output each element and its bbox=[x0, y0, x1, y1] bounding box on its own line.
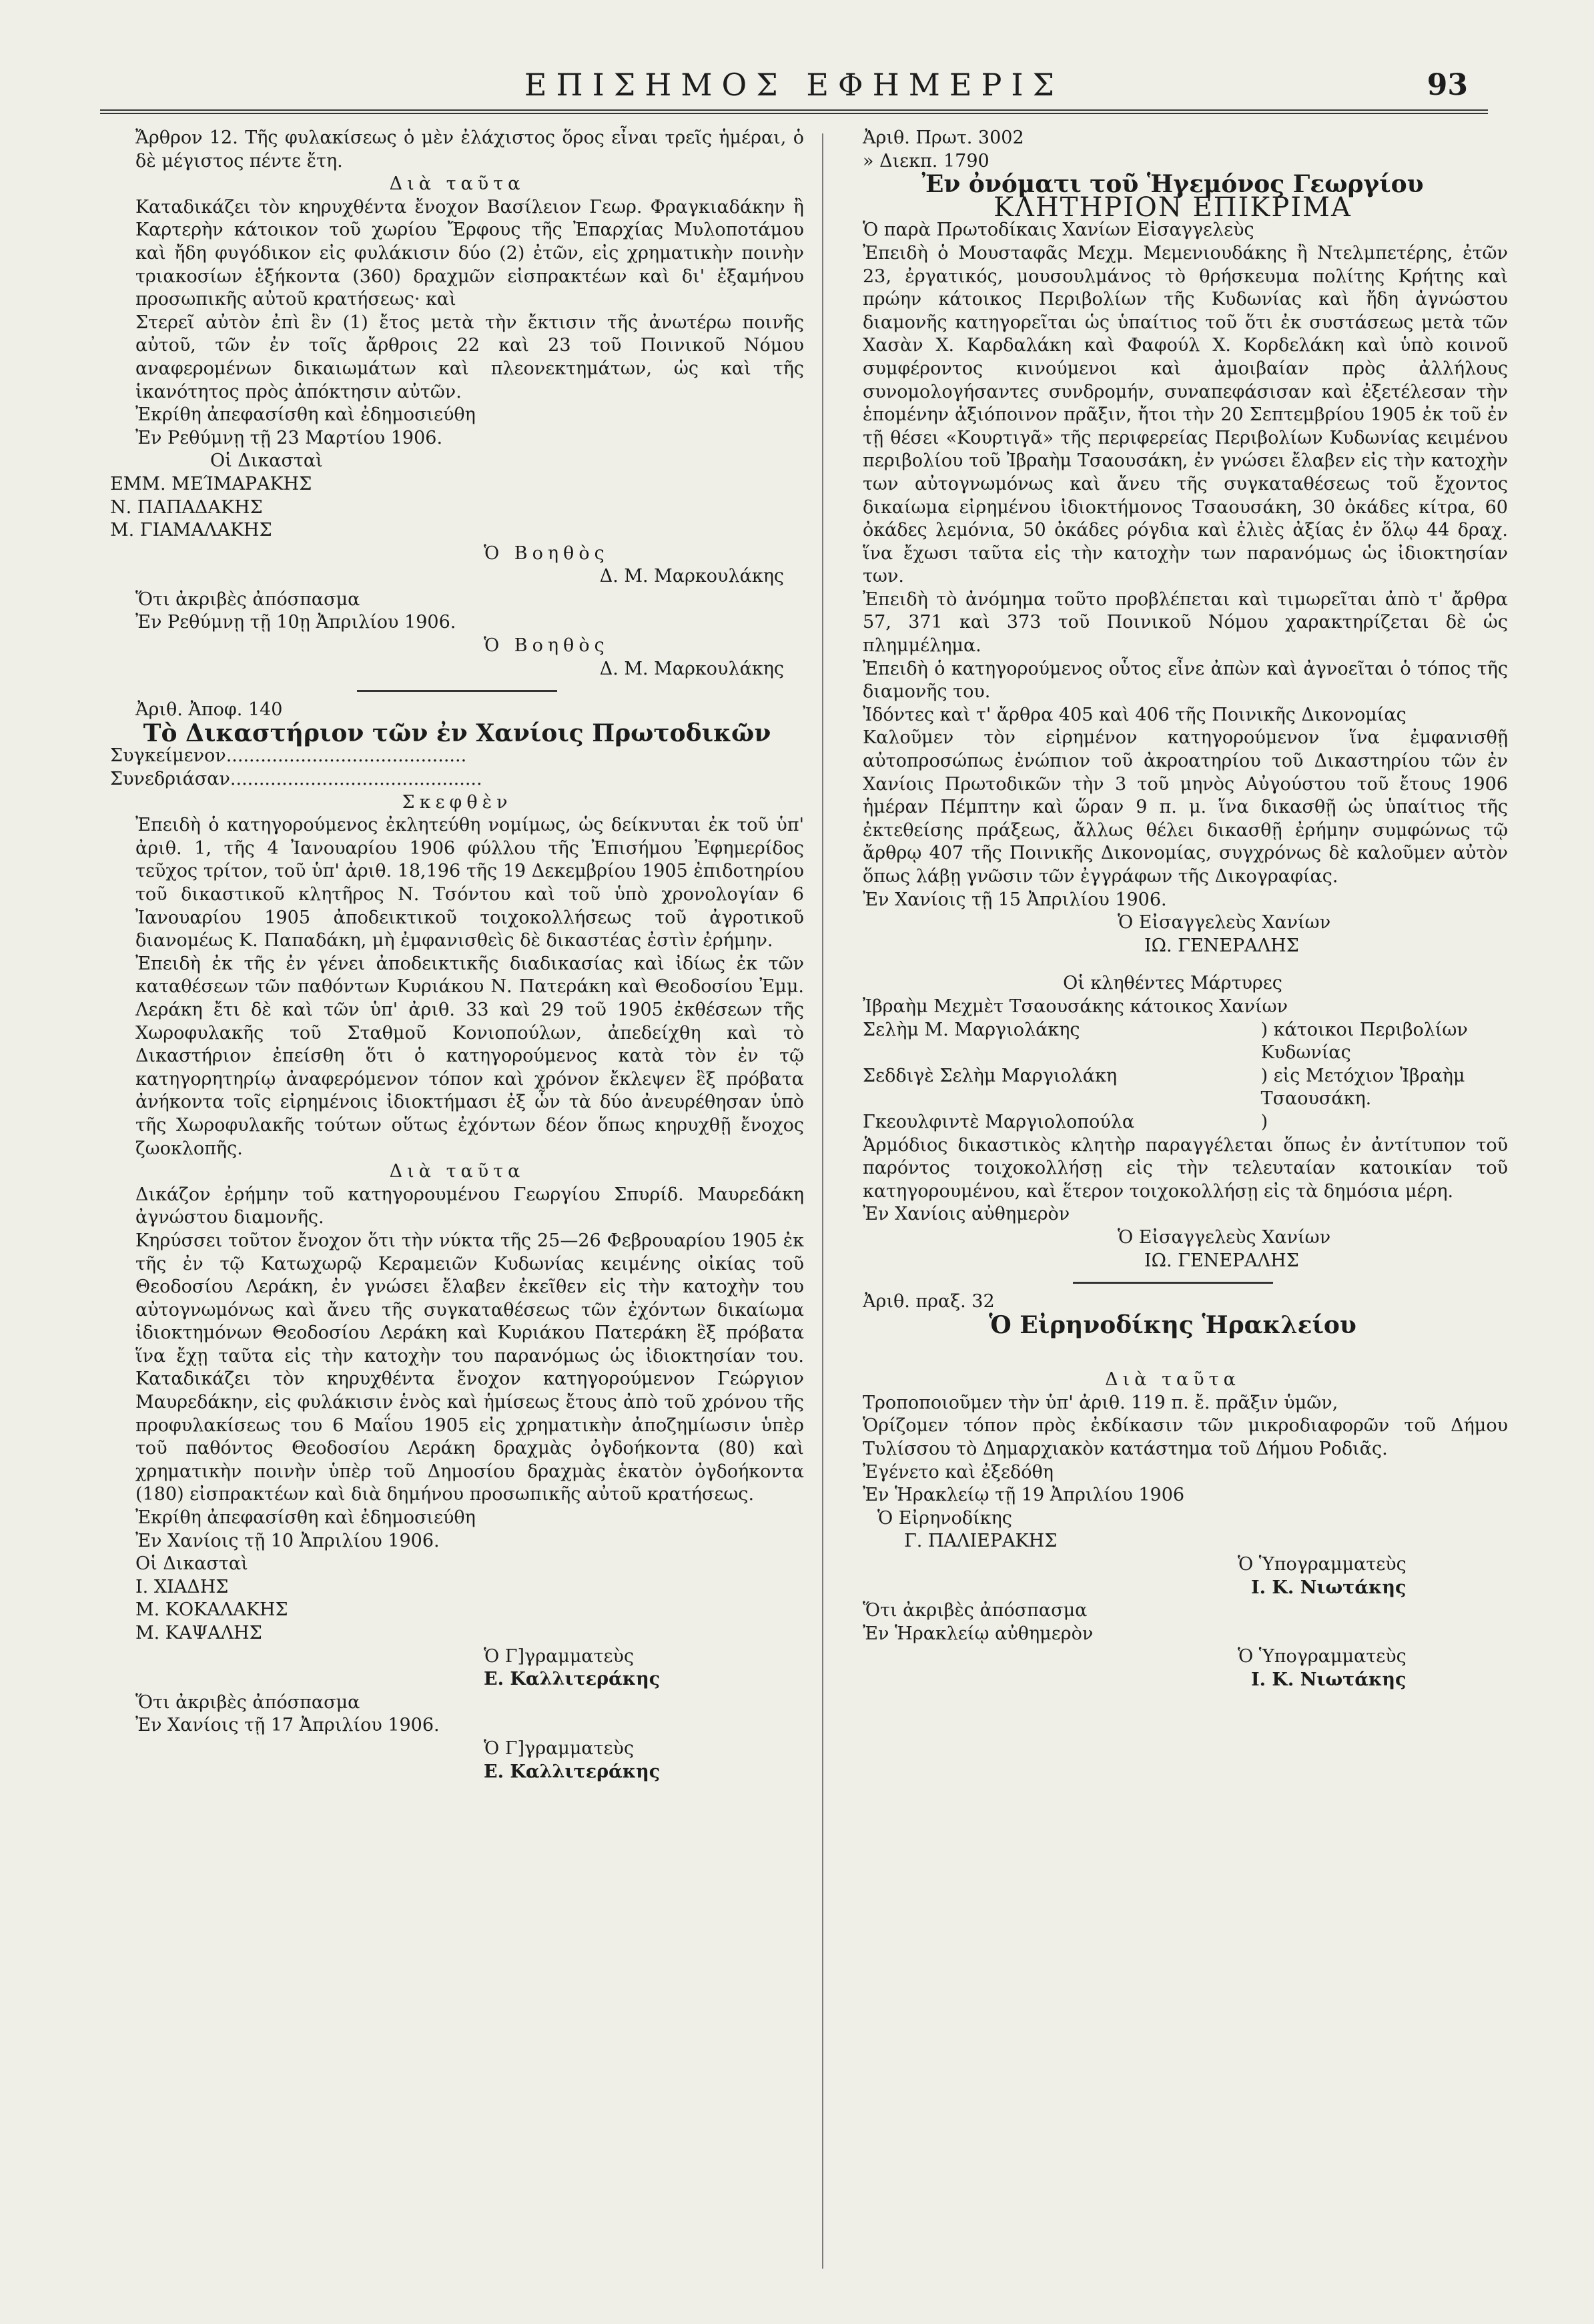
spacer bbox=[837, 1336, 1508, 1369]
page-header bbox=[100, 67, 1488, 133]
verdict-paragraph: Στερεῖ αὐτὸν ἐπὶ ἓν (1) ἔτος μετὰ τὴν ἔκτισιν τῆς ἀνωτέρω ποινῆς αὐτοῦ, τῶν ἐν τοῖς ἄρθροις 22 καὶ 23 τοῦ Ποινικοῦ Νόμου αναφερομένων δικαιωμάτων καὶ πλεονεκτημάτων, ὡς καὶ τῆς ἱκανότητος πρὸς ἀπόκτησιν αὐτῶν. bbox=[135, 312, 804, 402]
judge-name: ΕΜΜ. ΜΕΊΜΑΡΑΚΗΣ bbox=[110, 473, 312, 494]
reasoning-paragraph: Ἐπειδὴ ὁ κατηγορούμενος ἐκλητεύθη νομίμως, ὡς δείκνυται ἐκ τοῦ ὑπ' ἀριθ. 1, τῆς 4 Ἰανουαρίου 1906 φύλλου τῆς Ἐπισήμου Ἐφημερίδος τεῦχος τρίτον, τοῦ ὑπ' ἀριθ. 18,196 τῆς 19 Δεκεμβρίου 1905 ἐπιδοτηρίου τοῦ δικαστικοῦ κλητῆρος Ν. Τσόντου καὶ τοῦ ὑπὸ χρονολογίαν 6 Ἰανουαρίου 1905 ἀποδεικτικοῦ τοιχοκολλήσεως τοῦ ἀγροτικοῦ διανομέως Κ. Παπαδάκη, μὴ ἐμφανισθεὶς δὲ δικαστέας ἐστὶν ἐρήμην. bbox=[135, 815, 804, 951]
witness-row bbox=[837, 1111, 1508, 1134]
court-title: Ὁ Εἰρηνοδίκης Ἡρακλείου bbox=[989, 1310, 1356, 1339]
issued-line: Ἐγένετο καὶ ἐξεδόθη bbox=[863, 1461, 1054, 1483]
judges-label: Οἱ Δικασταὶ bbox=[210, 450, 323, 472]
skefthen-heading: Σκεφθὲν bbox=[402, 791, 512, 813]
right-column bbox=[837, 127, 1508, 1692]
charge-paragraph: Ἰδόντες καὶ τ' ἄρθρα 405 καὶ 406 τῆς Ποινικῆς Δικονομίας bbox=[863, 704, 1407, 725]
assistant-name: Δ. Μ. Μαρκουλάκης bbox=[599, 658, 784, 679]
header-rule bbox=[100, 109, 1488, 114]
act-ref: Ἀριθ. πραξ. 32 bbox=[863, 1291, 995, 1312]
charge-paragraph: Ἐπειδὴ ὁ κατηγορούμενος οὗτος εἶνε ἀπὼν καὶ ἀγνοεῖται ὁ τόπος τῆς διαμονῆς του. bbox=[863, 658, 1508, 703]
verdict-paragraph: Δικάζον ἐρήμην τοῦ κατηγορουμένου Γεωργίου Σπυρίδ. Μαυρεδάκη ἀγνώστου διαμονῆς. bbox=[135, 1184, 804, 1228]
indictment-title: ΚΛΗΤΗΡΙΟΝ ΕΠΙΚΡΙΜΑ bbox=[993, 191, 1352, 223]
judge-name: Μ. ΚΟΚΑΛΑΚΗΣ bbox=[135, 1599, 288, 1621]
article-12: Ἄρθρον 12. Τῆς φυλακίσεως ὁ μὲν ἐλάχιστος ὅρος εἶναι τρεῖς ἡμέραι, ὁ δὲ μέγιστος πέντε ἔτη. bbox=[135, 127, 804, 171]
date-line: Ἐν Χανίοις τῇ 17 Ἀπριλίου 1906. bbox=[135, 1715, 440, 1736]
header-title: ΕΠΙΣΗΜΟΣ ΕΦΗΜΕΡΙΣ bbox=[524, 67, 1064, 103]
ruling-paragraph: Ὁρίζομεν τόπον πρὸς ἐκδίκασιν τῶν μικροδιαφορῶν τοῦ Δήμου Τυλίσσου τὸ Δημαρχιακὸν κατάστημα τοῦ Δήμου Ροδιᾶς. bbox=[863, 1415, 1508, 1460]
assistant-name: Δ. Μ. Μαρκουλάκης bbox=[599, 566, 784, 587]
judge-name: Γ. ΠΑΛΙΕΡΑΚΗΣ bbox=[904, 1531, 1058, 1552]
judges-label: Οἱ Δικασταὶ bbox=[135, 1553, 248, 1575]
witness-row bbox=[837, 1019, 1508, 1065]
date-line: Ἐν Ἡρακλείῳ τῇ 19 Ἀπριλίου 1906 bbox=[863, 1485, 1185, 1506]
verdict-paragraph: Κηρύσσει τοῦτον ἔνοχον ὅτι τὴν νύκτα τῆς 25—26 Φεβρουαρίου 1905 ἐκ τῆς ἐν τῷ Κατωχωρῷ Κεραμειῶν Κυδωνίας κειμένης οἰκίας τοῦ Θεοδοσίου Λεράκη, ἐν γνώσει ἔλαβεν ἐκεῖθεν εἰς τὴν κατοχὴν του αὐτογνωμόνως καὶ ἄνευ τῆς συγκαταθέσεως τῶν ἐχόντων δικαίωμα ἰδιοκτημόνων Θεοδοσίου Λεράκη καὶ Κυριάκου Πατεράκη ἓξ πρόβατα ἵνα ἔχῃ ταῦτα εἰς τὴν κατοχὴν του παρανόμως ὡς ἰδιοκτησίαν του. Καταδικάζει τὸν κηρυχθέντα ἔνοχον κατηγορούμενον Γεώργιον Μαυρεδάκην, εἰς φυλάκισιν ἑνὸς καὶ ἡμίσεως ἔτους ἀπὸ τοῦ χρόνου τῆς προφυλακίσεως του 6 Μαΐου 1905 εἰς χρηματικὴν ἀποζημίωσιν ὑπὲρ τοῦ παθόντος Θεοδοσίου Λεράκη δραχμὰς ὀγδοήκοντα (80) καὶ χρηματικὴν ποινὴν ὑπὲρ τοῦ Δημοσίου δραχμὰς ἑκατὸν ὀγδοήκοντα (180) εἰσπρακτέων καὶ διὰ δημήνου προσωπικῆς αὐτοῦ κρατήσεως. bbox=[135, 1230, 804, 1505]
witness-address: ) κάτοικοι Περιβολίων Κυδωνίας bbox=[1260, 1019, 1468, 1064]
prosecutor-label: Ὁ Εἰσαγγελεὺς Χανίων bbox=[1118, 1226, 1331, 1248]
decision-ref: Ἀριθ. Ἀποφ. 140 bbox=[135, 699, 283, 721]
dia-tauta-heading: Διὰ ταῦτα bbox=[389, 1161, 525, 1182]
ruling-paragraph: Τροποποιοῦμεν τὴν ὑπ' ἀριθ. 119 π. ἔ. πρᾶξιν ὑμῶν, bbox=[863, 1392, 1338, 1413]
judge-name: Μ. ΓΙΑΜΑΛΑΚΗΣ bbox=[110, 520, 272, 541]
summons-paragraph: Καλοῦμεν τὸν εἰρημένον κατηγορούμενον ἵνα ἐμφανισθῇ αὐτοπροσώπως ἐνώπιον τοῦ ἀκροατηρίου τοῦ Δικαστηρίου τῶν ἐν Χανίοις Πρωτοδικῶν τὴν 3 τοῦ μηνὸς Αὐγούστου τοῦ ἔτους 1906 ἡμέραν Πέμπτην καὶ ὥραν 9 π. μ. ἵνα δικασθῇ ὡς ὑπαίτιος τῆς ἐκτεθείσης πράξεως, ἄλλως θέλει δικασθῇ ἐρήμην συμφώνως τῷ ἄρθρῳ 407 τῆς Ποινικῆς Δικονομίας, συγχρόνως δὲ καλοῦμεν αὐτὸν ὅπως λάβῃ γνῶσιν τῶν ἐγγράφων τῆς Δικογραφίας. bbox=[863, 727, 1508, 887]
witness-name: Σελὴμ Μ. Μαργιολάκης bbox=[863, 1019, 1080, 1040]
section-rule bbox=[357, 690, 557, 692]
charge-paragraph: Ἐπειδὴ ὁ Μουσταφᾶς Μεχμ. Μεμενιουδάκης ἢ Ντελμπετέρης, ἐτῶν 23, ἐργατικός, μουσουλμάνος τὸ θρήσκευμα πολίτης Κρήτης καὶ πρώην κάτοικος Περιβολίων τῆς Κυδωνίας καὶ ἤδη ἀγνώστου διαμονῆς κατηγορεῖται ὡς ὑπαίτιος τοῦ ὅτι ἐκ συστάσεως μετὰ τῶν Χασὰν Χ. Καρδαλάκη καὶ Φαφούλ Χ. Κορδελάκη καὶ ὑπὸ κοινοῦ συμφέροντος κινούμενοι καὶ ἀμοιβαίαν πρὸς ἀλλήλους συνομολογήσαντες συνδρομήν, συναπεφάσισαν καὶ ἐξετέλεσαν τὴν ἑπομένην ἀξιόποινον πρᾶξιν, ἤτοι τὴν 20 Σεπτεμβρίου 1905 ἐκ τοῦ ἐν τῇ θέσει «Κουρτιγᾶ» τῆς περιφερείας Περιβολίων Κυδωνίας κειμένου περιβολίου τοῦ Ἰβραὴμ Τσαουσάκη, ἐν γνώσει ἔλαβεν εἰς τὴν κατοχὴν των αὐτογνωμόνως καὶ ἄνευ τῆς συγκαταθέσεως τοῦ ἔχοντος δικαίωμα εἰρημένου ἰδιοκτήμονος Τσαουσάκη, 30 ὀκάδες κίτρα, 60 ὀκάδες λεμόνια, 50 ὀκάδες ρόγδια καὶ ἐλιὲς ἀξίας ἐν ὅλῳ 44 δραχ. ἵνα ἔχωσι ταῦτα εἰς τὴν κατοχὴν των παρανόμως ὡς ἰδιοκτησίαν των. bbox=[863, 242, 1508, 587]
dia-tauta-heading: Διὰ ταῦτα bbox=[1105, 1369, 1240, 1391]
dia-tauta-heading: Διὰ ταῦτα bbox=[389, 173, 525, 195]
witness-name: Σεδδιγὲ Σελὴμ Μαργιολάκη bbox=[863, 1065, 1118, 1086]
judge-label: Ὁ Εἰρηνοδίκης bbox=[877, 1507, 1012, 1529]
composed-line: Συγκείμενον.......................................... bbox=[110, 745, 467, 767]
subsecretary-label: Ὁ Ὑπογραμματεὺς bbox=[1238, 1554, 1407, 1575]
charge-paragraph: Ἐπειδὴ τὸ ἀνόμημα τοῦτο προβλέπεται καὶ τιμωρεῖται ἀπὸ τ' ἄρθρα 57, 371 καὶ 373 τοῦ Ποινικοῦ Νόμου χαρακτηρίζεται δὲ ὡς πλημμέλημα. bbox=[863, 589, 1508, 657]
witness-name: Γκεουλφιντὲ Μαργιολοπούλα bbox=[863, 1111, 1135, 1132]
page-number: 93 bbox=[1427, 68, 1468, 102]
posting-paragraph: Ἁρμόδιος δικαστικὸς κλητὴρ παραγγέλεται ὅπως ἐν ἀντίτυπον τοῦ παρόντος τοιχοκολλήσῃ εἰς τὴν τελευταίαν κατοικίαν τοῦ κατηγορουμένου, καὶ ἕτερον τοιχοκολλήσῃ εἰς τὰ δημόσια μέρη. bbox=[863, 1134, 1508, 1202]
prosecutor-intro: Ὁ παρὰ Πρωτοδίκαις Χανίων Εἰσαγγελεὺς bbox=[863, 220, 1254, 241]
column-divider bbox=[822, 133, 823, 2269]
secretary-name: Ε. Καλλιτεράκης bbox=[484, 1761, 661, 1782]
date-line: Ἐν Ρεθύμνῃ τῇ 23 Μαρτίου 1906. bbox=[135, 427, 443, 448]
witness-address: ) bbox=[1260, 1111, 1268, 1132]
exact-copy-line: Ὅτι ἀκριβὲς ἀπόσπασμα bbox=[135, 589, 360, 610]
authentication-line: Ἐν Χανίοις αὐθημερὸν bbox=[863, 1204, 1070, 1225]
prosecutor-label: Ὁ Εἰσαγγελεὺς Χανίων bbox=[1118, 912, 1331, 933]
subsecretary-name: Ι. Κ. Νιωτάκης bbox=[1251, 1577, 1407, 1598]
prosecutor-name: ΙΩ. ΓΕΝΕΡΑΛΗΣ bbox=[1144, 1250, 1299, 1271]
assistant-label: Ὁ Βοηθὸς bbox=[484, 542, 609, 564]
exact-copy-line: Ὅτι ἀκριβὲς ἀπόσπασμα bbox=[135, 1691, 360, 1713]
date-line: Ἐν Ρεθύμνῃ τῇ 10ῃ Ἀπριλίου 1906. bbox=[135, 612, 456, 633]
spacer bbox=[837, 957, 1508, 972]
secretary-label: Ὁ Γ]γραμματεὺς bbox=[484, 1737, 635, 1759]
assistant-label: Ὁ Βοηθὸς bbox=[484, 635, 609, 657]
witnesses-title: Οἱ κληθέντες Μάρτυρες bbox=[1063, 973, 1282, 994]
dispatch-ref: » Διεκπ. 1790 bbox=[863, 150, 989, 171]
section-rule bbox=[1073, 1282, 1273, 1284]
protocol-ref: Ἀριθ. Πρωτ. 3002 bbox=[863, 127, 1024, 148]
witness-address: ) εἰς Μετόχιον Ἰβραὴμ Τσαουσάκη. bbox=[1260, 1065, 1465, 1110]
exact-copy-line: Ὅτι ἀκριβὲς ἀπόσπασμα bbox=[863, 1600, 1088, 1621]
judge-name: Ν. ΠΑΠΑΔΑΚΗΣ bbox=[110, 496, 263, 518]
sat-line: Συνεδριάσαν............................................ bbox=[110, 769, 482, 790]
date-line: Ἐν Χανίοις τῇ 10 Ἀπριλίου 1906. bbox=[135, 1530, 440, 1551]
subsecretary-label: Ὁ Ὑπογραμματεὺς bbox=[1238, 1646, 1407, 1667]
judged-line: Ἐκρίθη ἀπεφασίσθη καὶ ἐδημοσιεύθη bbox=[135, 404, 476, 426]
date-line: Ἐν Χανίοις τῇ 15 Ἀπριλίου 1906. bbox=[863, 889, 1167, 910]
secretary-label: Ὁ Γ]γραμματεὺς bbox=[484, 1645, 635, 1667]
secretary-name: Ε. Καλλιτεράκης bbox=[484, 1669, 661, 1690]
witness-line: Ἰβραὴμ Μεχμὲτ Τσαουσάκης κάτοικος Χανίων bbox=[863, 996, 1288, 1017]
prosecutor-name: ΙΩ. ΓΕΝΕΡΑΛΗΣ bbox=[1144, 935, 1299, 956]
crown-title: Ἐν ὀνόματι τοῦ Ἡγεμόνος Γεωργίου bbox=[921, 170, 1424, 199]
left-column bbox=[110, 127, 804, 1784]
judge-name: Ι. ΧΙΑΔΗΣ bbox=[135, 1576, 229, 1597]
verdict-paragraph: Καταδικάζει τὸν κηρυχθέντα ἔνοχον Βασίλειον Γεωρ. Φραγκιαδάκην ἢ Καρτερὴν κάτοικον τοῦ χωρίου Ἔρφους τῆς Ἐπαρχίας Μυλοποτάμου καὶ ἤδη φυγόδικον εἰς φυλάκισιν δύο (2) ἐτῶν, εἰς χρηματικὴν ποινὴν τριακοσίων ἑξήκοντα (360) δραχμῶν εἰσπρακτέων καὶ δι' ἐξαμήνου προσωπικῆς αὐτοῦ κρατήσεως· καὶ bbox=[135, 196, 804, 310]
court-title: Τὸ Δικαστήριον τῶν ἐν Χανίοις Πρωτοδικῶν bbox=[143, 719, 771, 747]
subsecretary-name: Ι. Κ. Νιωτάκης bbox=[1251, 1669, 1407, 1690]
judged-line: Ἐκρίθη ἀπεφασίσθη καὶ ἐδημοσιεύθη bbox=[135, 1507, 476, 1529]
judge-name: Μ. ΚΑΨΑΛΗΣ bbox=[135, 1623, 262, 1643]
witness-row bbox=[837, 1065, 1508, 1111]
authentication-line: Ἐν Ἡρακλείῳ αὐθημερὸν bbox=[863, 1623, 1094, 1644]
reasoning-paragraph: Ἐπειδὴ ἐκ τῆς ἐν γένει ἀποδεικτικῆς διαδικασίας καὶ ἰδίως ἐκ τῶν καταθέσεων τῶν παθόντων Κυριάκου Ν. Πατεράκη καὶ Θεοδοσίου Ἐμμ. Λεράκη ἔτι δὲ καὶ τῶν ὑπ' ἀριθ. 33 καὶ 29 τοῦ 1905 ἐκθέσεων τῆς Χωροφυλακῆς τοῦ Σταθμοῦ Κονιοπούλων, ἀπεδείχθη καὶ τὸ Δικαστήριον ἐπείσθη ὅτι ὁ κατηγορούμενος κατὰ τὸν ἐν τῷ κατηγορητηρίῳ ἀναφερόμενον τόπον καὶ χρόνον ἔκλεψεν ἓξ πρόβατα ἀνήκοντα τοῖς εἰρημένοις ἰδιοκτήμασι ἐξ ὧν τὰ δύο ἀνευρέθησαν ὑπὸ τῆς Χωροφυλακῆς τούτων οὕτως ἐχόντων δέον ὅπως κηρυχθῇ ἔνοχος ζωοκλοπῆς. bbox=[135, 953, 804, 1159]
